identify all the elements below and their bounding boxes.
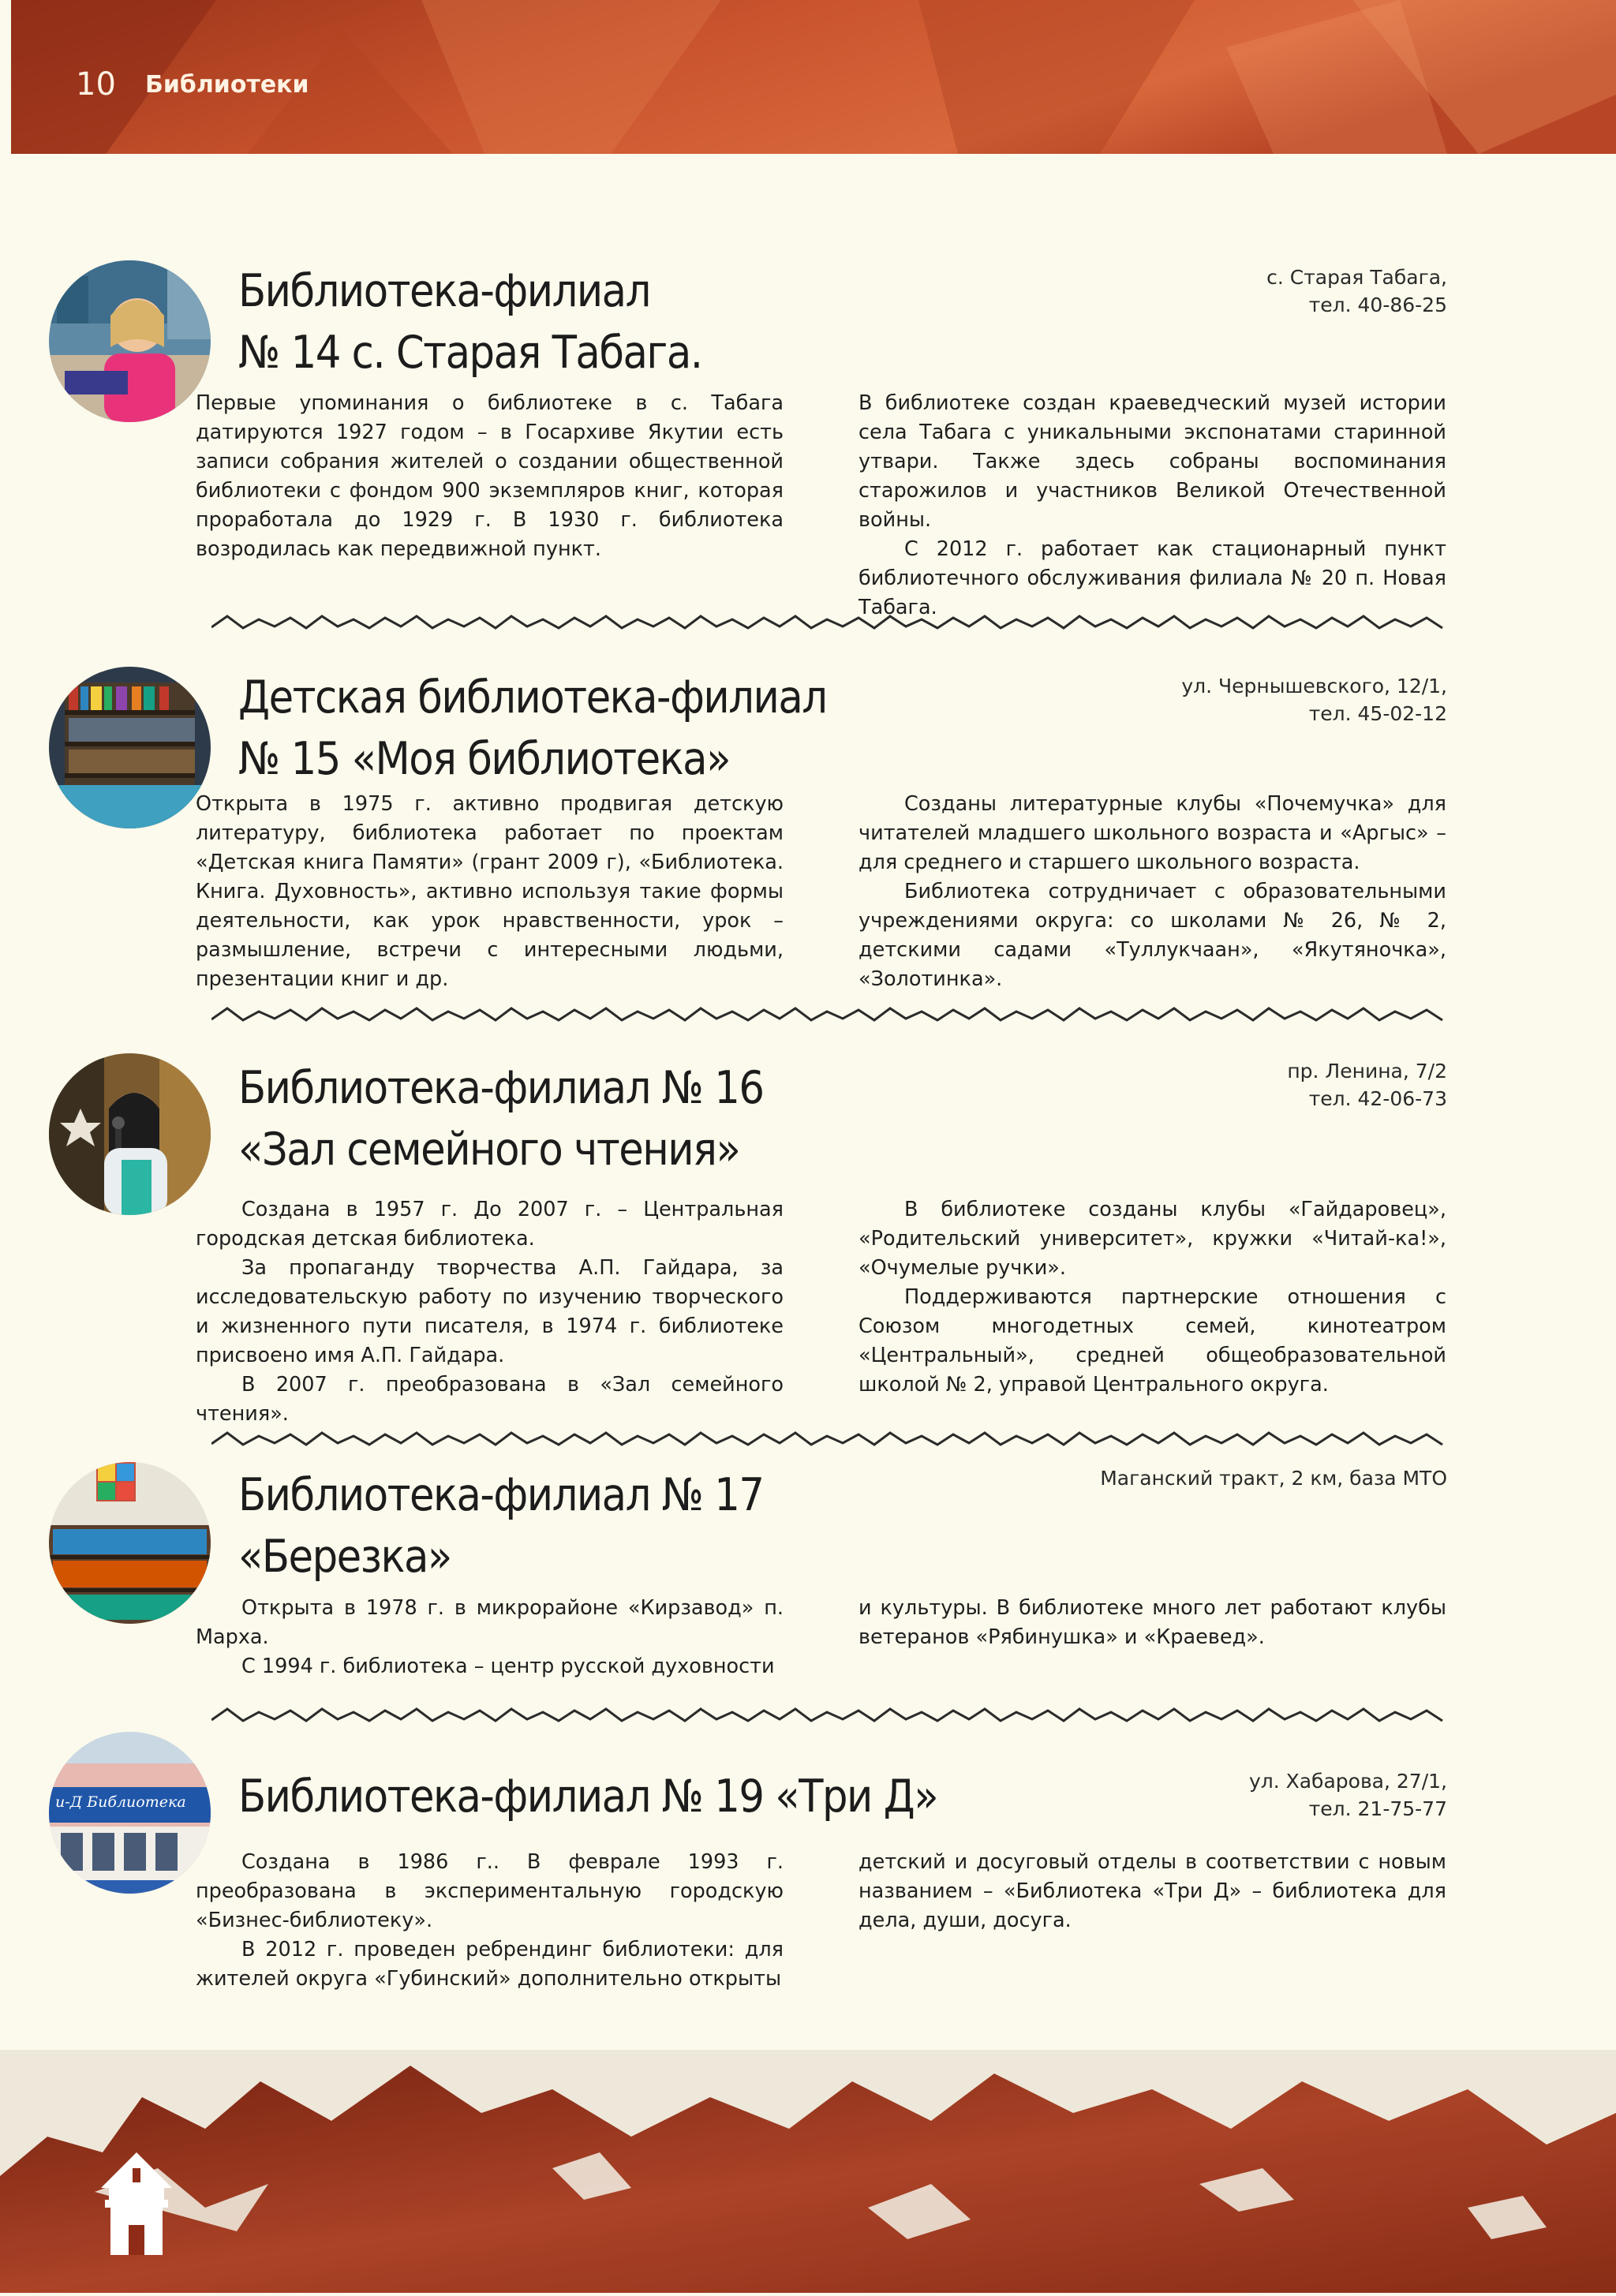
entry-title: Библиотека-филиал № 17 «Березка» <box>238 1469 764 1583</box>
entry-address: с. Старая Табага, тел. 40-86-25 <box>1266 266 1447 316</box>
entry-address: Маганский тракт, 2 км, база МТО <box>1100 1467 1447 1490</box>
entry-address: пр. Ленина, 7/2 тел. 42-06-73 <box>1287 1060 1447 1110</box>
entry-text-left: Первые упоминания о библиотеке в с. Табага датируются 1927 годом – в Госархиве Якутии есть записи собрания жителей о создании общественной библиотеки с фондом 900 экземпляров книг, которая проработала до 1929 г. В 1930 г. библиотека возродилась как передвижной пункт. <box>196 391 784 561</box>
entry-address: ул. Чернышевского, 12/1, тел. 45-02-12 <box>1181 675 1447 725</box>
entry-text-left: Создана в 1986 г.. В феврале 1993 г. преобразована в экспериментальную городскую «Бизнес-библиотеку». В 2012 г. проведен ребрендинг библиотеки: для жителей округа «Губинский» дополнительно открыты <box>196 1850 784 1991</box>
girl-reading-photo <box>49 260 211 422</box>
speaker-with-microphone-photo <box>49 1053 211 1215</box>
entry-address: ул. Хабарова, 27/1, тел. 21-75-77 <box>1248 1770 1447 1820</box>
entry-text-left: Открыта в 1978 г. в микрорайоне «Кирзавод» п. Марха. С 1994 г. библиотека – центр русской духовности <box>196 1596 784 1678</box>
bottom-background <box>0 2050 1616 2293</box>
page-number: 10 <box>76 66 116 103</box>
entry-title: Библиотека-филиал № 14 с. Старая Табага. <box>238 265 702 379</box>
bookshelves-photo <box>49 667 211 828</box>
entry-text-right: В библиотеке создан краеведческий музей истории села Табага с уникальными экспонатами старинной утвари. Также здесь собраны воспоминания старожилов и участников Великой Отечественной войны. С 2012 г. работает как стационарный пункт библиотечного обслуживания филиала № 20 п. Новая Табага. <box>858 391 1446 619</box>
entry-text-right: и культуры. В библиотеке много лет работают клубы ветеранов «Рябинушка» и «Краевед». <box>858 1596 1446 1649</box>
section-title: Библиотеки <box>145 71 309 99</box>
zigzag-divider <box>211 1004 1449 1029</box>
entry-text-right: В библиотеке созданы клубы «Гайдаровец», «Родительский университет», кружки «Читай-ка!», «Очумелые ручки». Поддерживаются партнерские отношения с Союзом многодетных семей, кинотеатром «Центральный», средней общеобразовательной школой № 2, управой Центрального округа. <box>858 1198 1446 1397</box>
zigzag-divider <box>211 611 1449 637</box>
home-icon <box>93 2152 180 2255</box>
entry-title: Библиотека-филиал № 16 «Зал семейного чтения» <box>238 1062 764 1176</box>
zigzag-divider <box>211 1704 1449 1729</box>
header-band <box>11 0 1616 154</box>
entry-text-right: детский и досуговый отделы в соответствии с новым названием – «Библиотека «Три Д» – библиотека для дела, души, досуга. <box>858 1850 1446 1932</box>
entry-text-left: Создана в 1957 г. До 2007 г. – Центральная городская детская библиотека. За пропаганду творчества А.П. Гайдара, за исследовательскую работу по изучению творческого и жизненного пути писателя, в 1974 г. библиотеке присвоено имя А.П. Гайдара. В 2007 г. преобразована в «Зал семейного чтения». <box>196 1198 784 1426</box>
library-building-photo <box>49 1732 211 1894</box>
building-sign: и-Д Библиотека <box>55 1793 186 1811</box>
entry-title: Библиотека-филиал № 19 «Три Д» <box>238 1771 938 1823</box>
entry-text-left: Открыта в 1975 г. активно продвигая детскую литературу, библиотека работает по проектам «Детская книга Памяти» (грант 2009 г), «Библиотека. Книга. Духовность», активно используя такие формы деятельности, как урок нравственности, урок – размышление, встречи с интересными людьми, презентации книг и др. <box>196 792 784 991</box>
entry-text-right: Созданы литературные клубы «Почемучка» для читателей младшего школьного возраста и «Аргыс» – для среднего и старшего школьного возраста. Библиотека сотрудничает с образовательными учреждениями округа: со школами № 26, № 2, детскими садами «Туллукчаан», «Якутяночка», «Золотинка». <box>858 792 1446 991</box>
library-shelves-photo <box>49 1462 211 1624</box>
entry-title: Детская библиотека-филиал № 15 «Моя библиотека» <box>238 671 827 785</box>
zigzag-divider <box>211 1428 1449 1453</box>
bottom-decoration <box>0 2050 1616 2293</box>
